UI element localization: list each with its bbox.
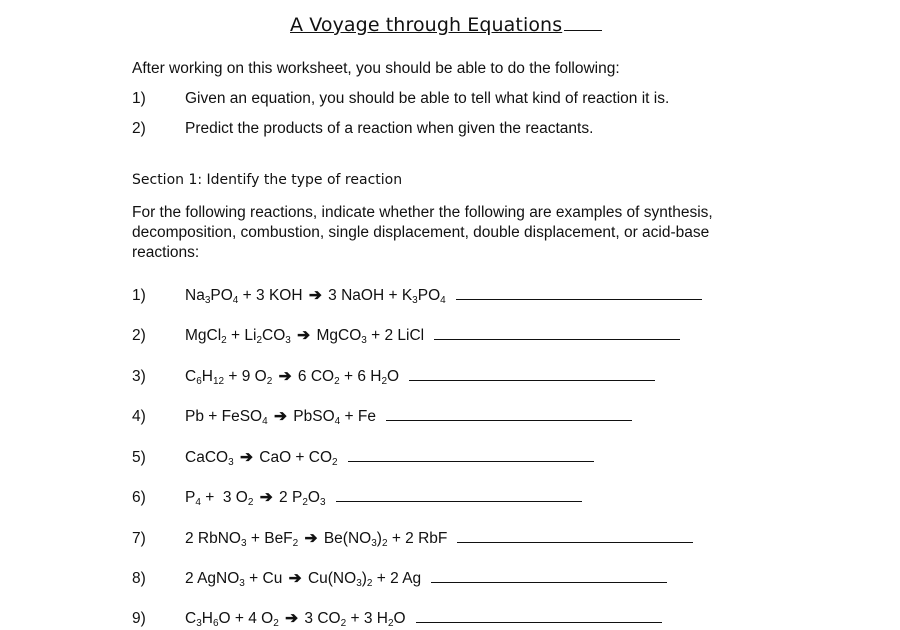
reaction-item (132, 568, 667, 588)
reaction-item (132, 325, 680, 345)
answer-blank[interactable] (409, 366, 655, 381)
reaction-equation: MgCl$_2$ + $Li_2CO_3$ ➔ MgCO$_3$ + 2 LiCl (185, 327, 425, 346)
reaction-number: 4) (132, 408, 146, 425)
reaction-number: 5) (132, 449, 146, 466)
reaction-equation: CaCO$_3$ ➔ CaO + $CO_2$ (185, 449, 338, 468)
reaction-item (132, 366, 655, 386)
objective-text: Predict the products of a reaction when given the reactants. (185, 120, 594, 137)
reaction-equation: $C_6H_{12} + 9$ $O_2$ ➔ 6 $CO_2 + 6$ $H_2O$ (185, 368, 400, 387)
objective-text: Given an equation, you should be able to tell what kind of reaction it is. (185, 90, 670, 107)
reaction-number: 8) (132, 570, 146, 587)
section-heading: Section 1: Identify the type of reaction (132, 172, 403, 188)
reaction-number: 9) (132, 610, 146, 627)
reaction-number: 1) (132, 287, 146, 304)
reaction-equation: $Na_3PO_4 + 3$ KOH ➔ 3 NaOH + $K_3PO_4$ (185, 287, 446, 306)
objective-number: 1) (132, 90, 146, 107)
reaction-item (132, 447, 594, 467)
reaction-number: 7) (132, 530, 146, 547)
answer-blank[interactable] (431, 568, 667, 583)
answer-blank[interactable] (348, 447, 594, 462)
title-blank-line (564, 10, 602, 31)
page-title (290, 10, 602, 36)
answer-blank[interactable] (386, 406, 632, 421)
reaction-equation: 2 RbNO$_3$ + BeF$_2$ ➔ $Be(NO_3)_2 + 2$ RbF (185, 530, 448, 549)
reaction-number: 3) (132, 368, 146, 385)
reaction-item (132, 406, 632, 426)
answer-blank[interactable] (336, 487, 582, 502)
reaction-equation: $P_4 + 3$ $O_2$ ➔ 2 $P_2O_3$ (185, 489, 326, 508)
reaction-number: 2) (132, 327, 146, 344)
intro-text: After working on this worksheet, you should be able to do the following: (132, 60, 620, 77)
answer-blank[interactable] (457, 528, 693, 543)
answer-blank[interactable] (416, 608, 662, 623)
reaction-equation: 2 AgNO$_3$ + Cu ➔ $Cu(NO_3)_2 + 2$ Ag (185, 570, 422, 589)
reaction-equation: Pb + FeSO$_4$ ➔ PbSO$_4$ + Fe (185, 408, 376, 427)
reaction-equation: $C_3H_6O + 4$ $O_2$ ➔ 3 $CO_2 + 3$ $H_2O$ (185, 610, 406, 629)
answer-blank[interactable] (434, 325, 680, 340)
answer-blank[interactable] (456, 285, 702, 300)
objective-number: 2) (132, 120, 146, 137)
objective-item (132, 120, 593, 138)
objective-item (132, 90, 669, 108)
section-instructions: For the following reactions, indicate whether the following are examples of synthesis, decomposition, combustion, single displacement, double displacement, or acid-base reactions: (132, 204, 713, 261)
reaction-item (132, 528, 693, 548)
reaction-item (132, 285, 702, 305)
reaction-item (132, 608, 662, 628)
page-title-text: A Voyage through Equations (290, 14, 563, 36)
reaction-item (132, 487, 582, 507)
reaction-number: 6) (132, 489, 146, 506)
